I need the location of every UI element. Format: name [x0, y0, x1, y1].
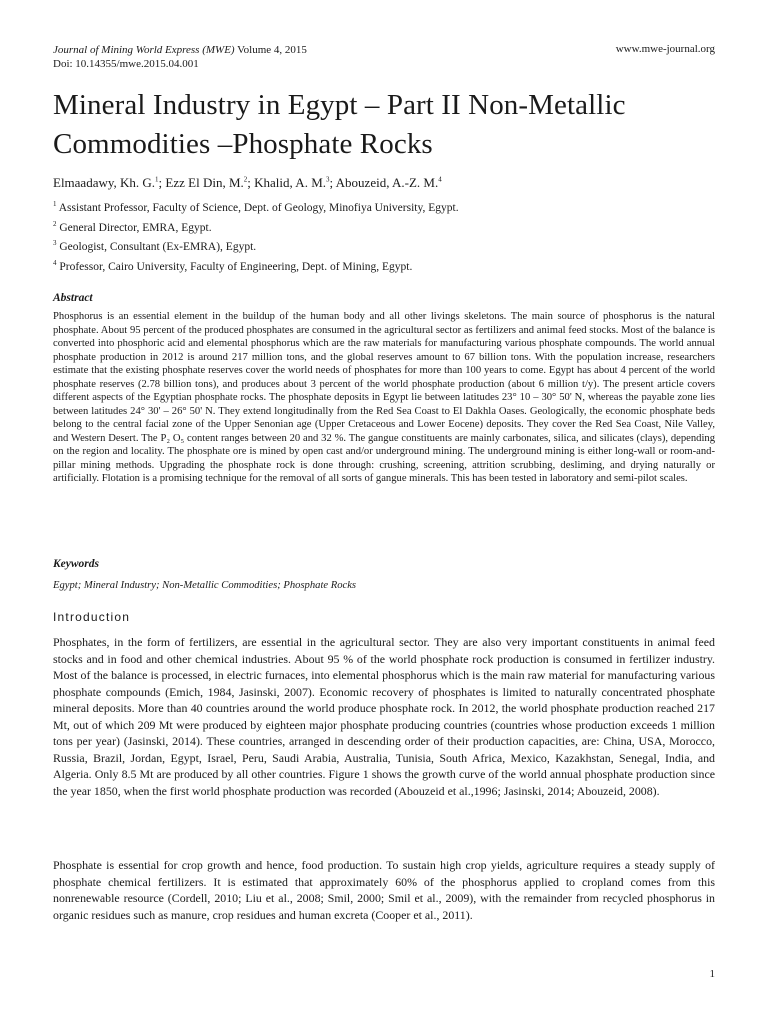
introduction-paragraph-2: Phosphate is essential for crop growth and hence, food production. To sustain high crop yields, agriculture requires a steady supply of phosphate chemical fertilizers. It is estimated that approximately 60% of the phosphorus applied to cropland comes from this nonrenewable resource (Cordell, 2010; Liu et al., 2008; Smil, 2000; Smil et al., 2009), with the remainder from recycled phosphorus in organic residues such as manure, crop residues and human excreta (Cooper et al., 2011). — [53, 858, 715, 922]
paper-page — [53, 0, 715, 980]
page-number: 1 — [709, 968, 715, 980]
affiliation — [53, 219, 459, 239]
author — [165, 175, 254, 190]
affiliation-mark: 3 — [53, 239, 57, 248]
affiliation-text: Geologist, Consultant (Ex-EMRA), Egypt. — [56, 241, 257, 253]
introduction-paragraph-1: Phosphates, in the form of fertilizers, are essential in the agricultural sector. They are also very important constituents in animal feed stocks and in food and other chemical industries. About 95 % of the world phosphate rock production is consumed in fertilizer industry. Most of the balance is processed, in electric furnaces, into elemental phosphorus which is the main raw material for manufacturing various phosphate compounds (Emich, 1984, Jasinski, 2007). Economic recovery of phosphates is limited to naturally concentrated phosphate mineral deposits. More than 40 countries around the world produce phosphate rock. In 2012, the world phosphate production reached 217 Mt, out of which 209 Mt were produced by eighteen major phosphate producing countries (countries whose production exceeds 1 million tons per year) (Jasinski, 2014). These countries, arranged in descending order of their production capacities, are: China, USA, Morocco, Russia, Brazil, Jordan, Egypt, Israel, Peru, Saudi Arabia, Australia, Tunisia, South Africa, Mexico, Kazakhstan, Senegal, India, and Algeria. Only 8.5 Mt are produced by all other countries. Figure 1 shows the growth curve of the world annual phosphate production since the year 1850, when the first world phosphate production was recorded (Abouzeid et al.,1996; Jasinski, 2014; Abouzeid, 2008). — [53, 635, 715, 798]
affiliation-mark: 1 — [53, 200, 57, 209]
author-name: Khalid, A. M. — [254, 175, 327, 190]
author-mark: 3 — [326, 175, 330, 184]
author-list — [53, 175, 442, 191]
affiliation-text: General Director, EMRA, Egypt. — [56, 221, 212, 234]
affiliation — [53, 238, 459, 258]
affiliation-text: Professor, Cairo University, Faculty of Engineering, Dept. of Mining, Egypt. — [56, 260, 413, 273]
paper-title: Mineral Industry in Egypt – Part II Non-Metallic Commodities –Phosphate Rocks — [53, 89, 626, 160]
abstract-text: Phosphorus is an essential element in the buildup of the human body and all other livings skeletons. The main source of phosphorus is the natural phosphate. About 95 percent of the produced phosphates are consumed in the agricultural sector as fertilizers and animal feed stocks. Most of the balance is converted into phosphoric acid and elemental phosphorus which are the raw materials for manufacturing various phosphate compounds. The world annual phosphate production in 2012 is around 217 million tons, and the global reserves amount to 67 billion tons. With the population increase, researchers estimate that the existing phosphate reserves cover the world needs of phosphates for more than 100 years to come. Egypt has about 4 percent of the world phosphate reserves (2.78 billion tons), and produces about 3 percent of the world phosphate production (about 6 million t/y). The present article covers different aspects of the Egyptian phosphate rocks. The phosphate deposits in Egypt lie between latitudes 23° 10 – 30° 50' N, whereas the payable zone lies between latitudes 24° 30' – 26° 50' N. They extend longitudinally from the Red Sea Coast to El Dakhla Oases. Geologically, the economic phosphate beds belong to the central facial zone of the Upper Senonian age (Upper Cretaceous and Lower Eocene) deposits. They cover the Red Sea Coast, Nile Valley, and Western Desert. The P₂ O₅ content ranges between 20 and 32 %. The gangue constituents are mainly carbonates, silica, and silicates (clays), depending on the region and locality. The phosphate ore is mined by open cast and/or underground mining. The underground mining is either long-wall or room-and-pillar mining methods. Upgrading the phosphate rock is done through: crushing, screening, attrition scrubbing, desliming, and drying naturally or artificially. Flotation is a promising technique for the removal of all sorts of gangue minerals. This has been tested in laboratory and semi-pilot scales. — [53, 311, 715, 484]
journal-info — [53, 43, 307, 71]
doi: Doi: 10.14355/mwe.2015.04.001 — [53, 58, 199, 70]
author — [53, 175, 165, 190]
author-separator: ; — [247, 175, 255, 190]
journal-volume: Volume 4, 2015 — [234, 44, 307, 56]
author-name: Ezz El Din, M. — [165, 175, 244, 190]
affiliation-mark: 4 — [53, 258, 57, 267]
author-mark: 2 — [243, 175, 248, 184]
author-name: Abouzeid, A.-Z. M. — [335, 175, 439, 190]
author-separator: ; — [158, 175, 166, 190]
author-mark: 1 — [155, 175, 159, 184]
author-name: Elmaadawy, Kh. G. — [53, 175, 156, 190]
journal-name: Journal of Mining World Express (MWE) — [53, 44, 235, 56]
author — [254, 175, 336, 190]
author-mark: 4 — [438, 175, 442, 184]
abstract-heading: Abstract — [53, 292, 93, 304]
affiliation-mark: 2 — [53, 219, 57, 228]
author — [336, 175, 442, 190]
keywords-text: Egypt; Mineral Industry; Non-Metallic Commodities; Phosphate Rocks — [53, 580, 357, 591]
affiliation-text: Assistant Professor, Faculty of Science, Dept. of Geology, Minofiya University, Egypt. — [56, 202, 459, 214]
affiliation-list — [53, 199, 459, 277]
author-separator: ; — [329, 175, 336, 190]
keywords-heading: Keywords — [53, 558, 99, 570]
introduction-heading: Introduction — [53, 610, 131, 624]
journal-website: www.mwe-journal.org — [615, 43, 715, 55]
running-header — [53, 0, 715, 80]
affiliation — [53, 199, 459, 219]
affiliation — [53, 258, 459, 278]
